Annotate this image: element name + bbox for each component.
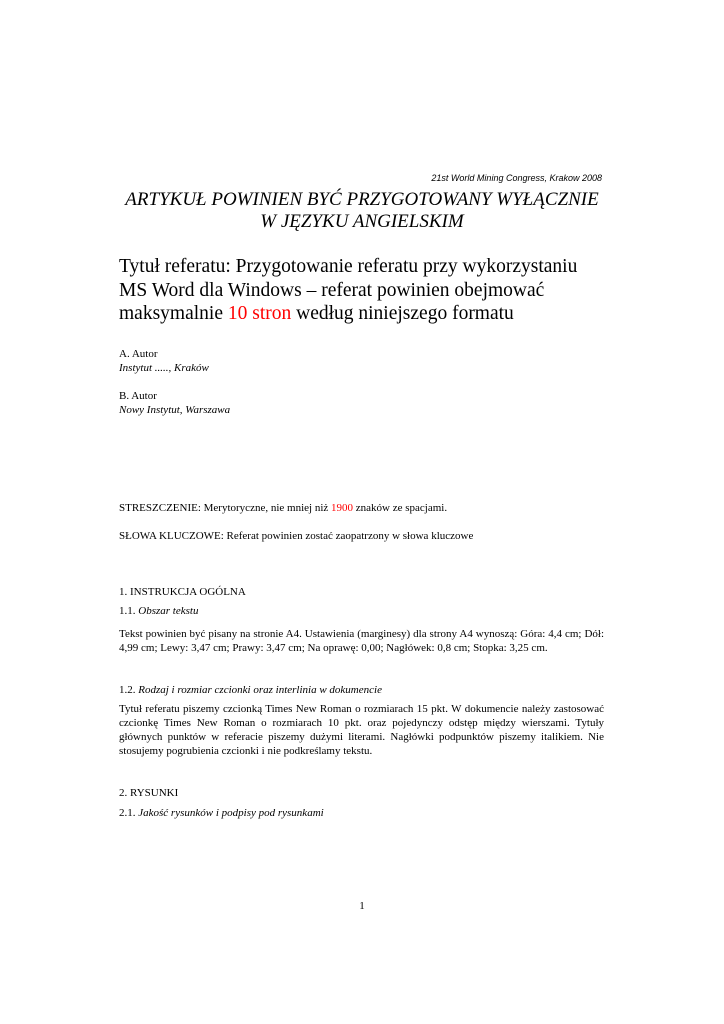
- page-number: 1: [359, 900, 365, 912]
- section-1-heading: 1. INSTRUKCJA OGÓLNA: [119, 586, 246, 598]
- subsection-1-2-heading: [119, 683, 382, 697]
- subsection-number: 1.2.: [119, 684, 139, 696]
- subsection-title: Rodzaj i rozmiar czcionki oraz interlinia w dokumencie: [138, 684, 382, 696]
- section-2-heading: 2. RYSUNKI: [119, 787, 179, 799]
- author-a-affiliation: Instytut ....., Kraków: [119, 362, 209, 374]
- language-warning-line-1: ARTYKUŁ POWINIEN BYĆ PRZYGOTOWANY WYŁĄCZNIE: [125, 189, 599, 210]
- subsection-1-2-text: Tytuł referatu piszemy czcionką Times New Roman o rozmiarach 15 pkt. W dokumencie należy zastosować czcionkę Times New Roman o rozmiarach 10 pkt. oraz pojedynczy odstęp między wierszami. Tytuły głównych punktów w referacie piszemy dużymi literami. Nagłówki podpunktów piszemy italikiem. Nie stosujemy pogrubienia czcionki i nie podkreślamy tekstu.: [119, 703, 604, 757]
- subsection-1-1-text: Tekst powinien być pisany na stronie A4. Ustawienia (marginesy) dla strony A4 wynoszą: Góra: 4,4 cm; Dół: 4,99 cm; Lewy: 3,47 cm; Prawy: 3,47 cm; Na oprawę: 0,00; Nagłówek: 0,8 cm; Stopka: 3,25 cm.: [119, 628, 604, 654]
- subsection-number: 1.1.: [119, 605, 139, 617]
- keywords: SŁOWA KLUCZOWE: Referat powinien zostać zaopatrzony w słowa kluczowe: [119, 530, 474, 542]
- abstract: [119, 501, 447, 515]
- subsection-number: 2.1.: [119, 807, 139, 819]
- abstract-char-count: 1900: [331, 502, 354, 514]
- subsection-title: Obszar tekstu: [138, 605, 199, 617]
- paper-title-line-3: [119, 302, 599, 326]
- title-prefix: maksymalnie: [119, 303, 228, 324]
- author-a-name: A. Autor: [119, 348, 158, 360]
- author-b-affiliation: Nowy Instytut, Warszawa: [119, 404, 231, 416]
- paper-title-line-1: Tytuł referatu: Przygotowanie referatu przy wykorzystaniu: [119, 256, 578, 277]
- subsection-1-1-heading: [119, 604, 198, 618]
- abstract-prefix: STRESZCZENIE: Merytoryczne, nie mniej niż: [119, 502, 332, 514]
- author-b-name: B. Autor: [119, 390, 157, 402]
- paper-title-line-2: MS Word dla Windows – referat powinien obejmować: [119, 280, 545, 301]
- conference-header: 21st World Mining Congress, Krakow 2008: [431, 173, 602, 183]
- page-limit-highlight: 10 stron: [227, 303, 292, 324]
- abstract-suffix: znaków ze spacjami.: [353, 502, 448, 514]
- language-warning-line-2: W JĘZYKU ANGIELSKIM: [260, 211, 464, 232]
- subsection-title: Jakość rysunków i podpisy pod rysunkami: [138, 807, 324, 819]
- subsection-2-1-heading: [119, 806, 324, 820]
- title-suffix: według niniejszego formatu: [291, 303, 514, 324]
